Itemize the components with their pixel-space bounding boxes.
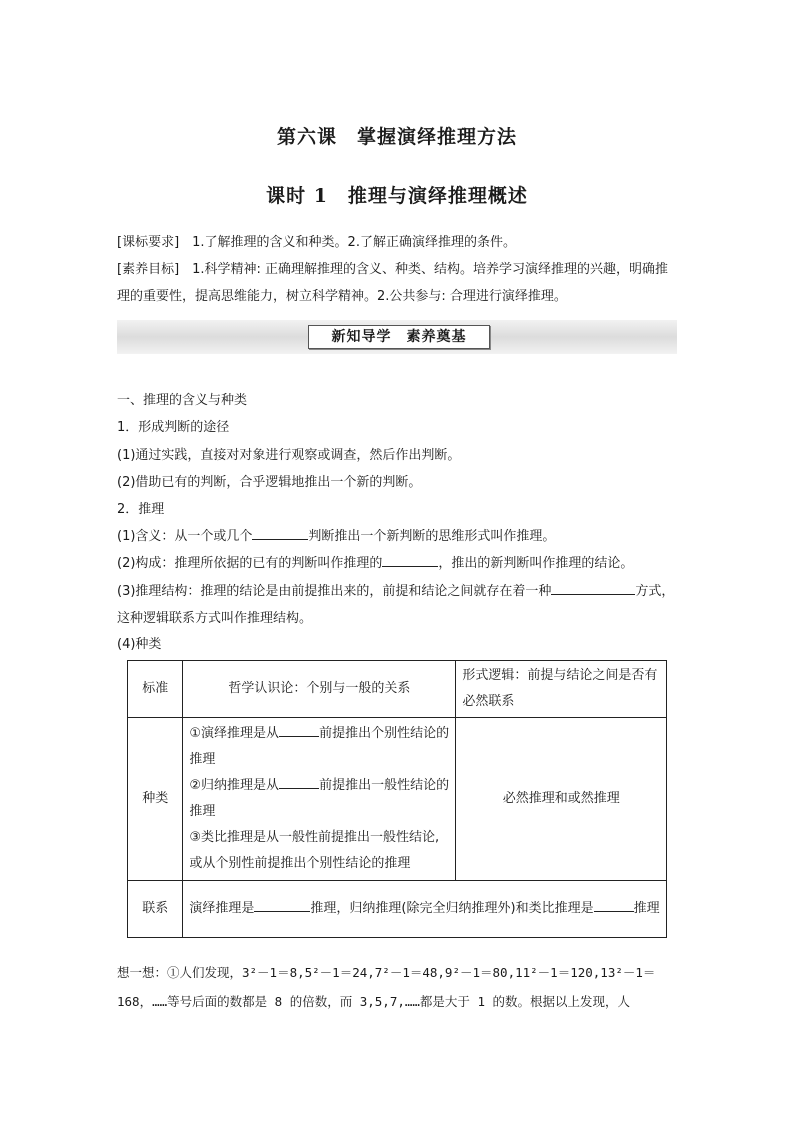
fill-blank — [279, 776, 319, 789]
reasoning-composition — [117, 552, 633, 571]
fill-blank — [594, 899, 634, 912]
table-cell — [183, 718, 456, 881]
lesson-subtitle: 课时 1 推理与演绎推理概述 — [266, 185, 528, 207]
structure-text-a: (3)推理结构：推理的结论是由前提推出来的，前提和结论之间就存在着一种 — [117, 584, 552, 599]
composition-text-b: ，推出的新判断叫作推理的结论。 — [438, 556, 634, 571]
table-row-label: 联系 — [128, 881, 183, 938]
table-header-cell: 形式逻辑：前提与结论之间是否有必然联系 — [456, 661, 667, 718]
fill-blank — [254, 899, 310, 912]
reasoning-structure — [117, 578, 679, 632]
fill-blank — [252, 527, 308, 540]
table-row — [128, 881, 667, 938]
lesson-title: 第六课 掌握演绎推理方法 — [276, 126, 517, 148]
kind-deductive — [189, 721, 449, 773]
subheading-reasoning: 2．推理 — [117, 502, 165, 517]
relation-text: 推理，归纳推理(除完全归纳推理外)和类比推理是 — [310, 901, 594, 916]
kind-text: 前提推出一般性结论的推理 — [189, 778, 450, 819]
kind-text: ①演绎推理是从 — [189, 726, 280, 741]
kind-text: ②归纳推理是从 — [189, 778, 280, 793]
subheading-judgement: 1．形成判断的途径 — [117, 420, 230, 435]
table-header-cell: 标准 — [128, 661, 183, 718]
reasoning-kinds-table — [127, 660, 667, 938]
kind-text: 前提推出个别性结论的推理 — [189, 726, 450, 767]
kind-analogical: ③类比推理是从一般性前提推出一般性结论,或从个别性前提推出个别性结论的推理 — [189, 830, 440, 871]
literacy-goals: [素养目标] 1.科学精神: 正确理解推理的含义、种类、结构。培养学习演绎推理的兴趣，明确推理的重要性，提高思维能力，树立科学精神。2.公共参与: 合理进行演绎推理。 — [117, 262, 669, 304]
fill-blank — [382, 554, 438, 567]
composition-text-a: (2)构成：推理所依据的已有的判断叫作推理的 — [117, 556, 383, 571]
table-cell — [183, 881, 667, 938]
kind-inductive — [189, 773, 449, 825]
section-banner — [117, 320, 677, 354]
meaning-text-b: 判断推出一个新判断的思维形式叫作推理。 — [308, 529, 556, 544]
table-row — [128, 718, 667, 881]
judgement-way-1: (1)通过实践，直接对对象进行观察或调查，然后作出判断。 — [117, 448, 461, 463]
relation-text: 推理 — [633, 901, 660, 916]
curriculum-requirements: [课标要求] 1.了解推理的含义和种类。2.了解正确演绎推理的条件。 — [117, 235, 516, 250]
meaning-text-a: (1)含义：从一个或几个 — [117, 529, 253, 544]
section-heading: 一、推理的含义与种类 — [117, 393, 248, 408]
reasoning-kinds-label: (4)种类 — [117, 637, 162, 652]
table-row — [128, 661, 667, 718]
table-header-cell: 哲学认识论：个别与一般的关系 — [183, 661, 456, 718]
think-question: 想一想：①人们发现，3²－1＝8,5²－1＝24,7²－1＝48,9²－1＝80,11²－1＝120,13²－1＝168，……等号后面的数都是 8 的倍数，而 3,5,7,……都是大于 1 的数。根据以上发现，人 — [117, 965, 656, 1009]
table-row-label: 种类 — [128, 718, 183, 881]
section-banner-label: 新知导学 素养奠基 — [308, 325, 490, 349]
relation-text: 演绎推理是 — [189, 901, 255, 916]
fill-blank — [551, 582, 635, 595]
reasoning-meaning — [117, 525, 555, 544]
judgement-way-2: (2)借助已有的判断，合乎逻辑地推出一个新的判断。 — [117, 475, 422, 490]
structure-text-b: 方式，这种逻辑联系方式叫作推理结构。 — [117, 584, 675, 626]
fill-blank — [279, 724, 319, 737]
table-cell: 必然推理和或然推理 — [456, 718, 667, 881]
